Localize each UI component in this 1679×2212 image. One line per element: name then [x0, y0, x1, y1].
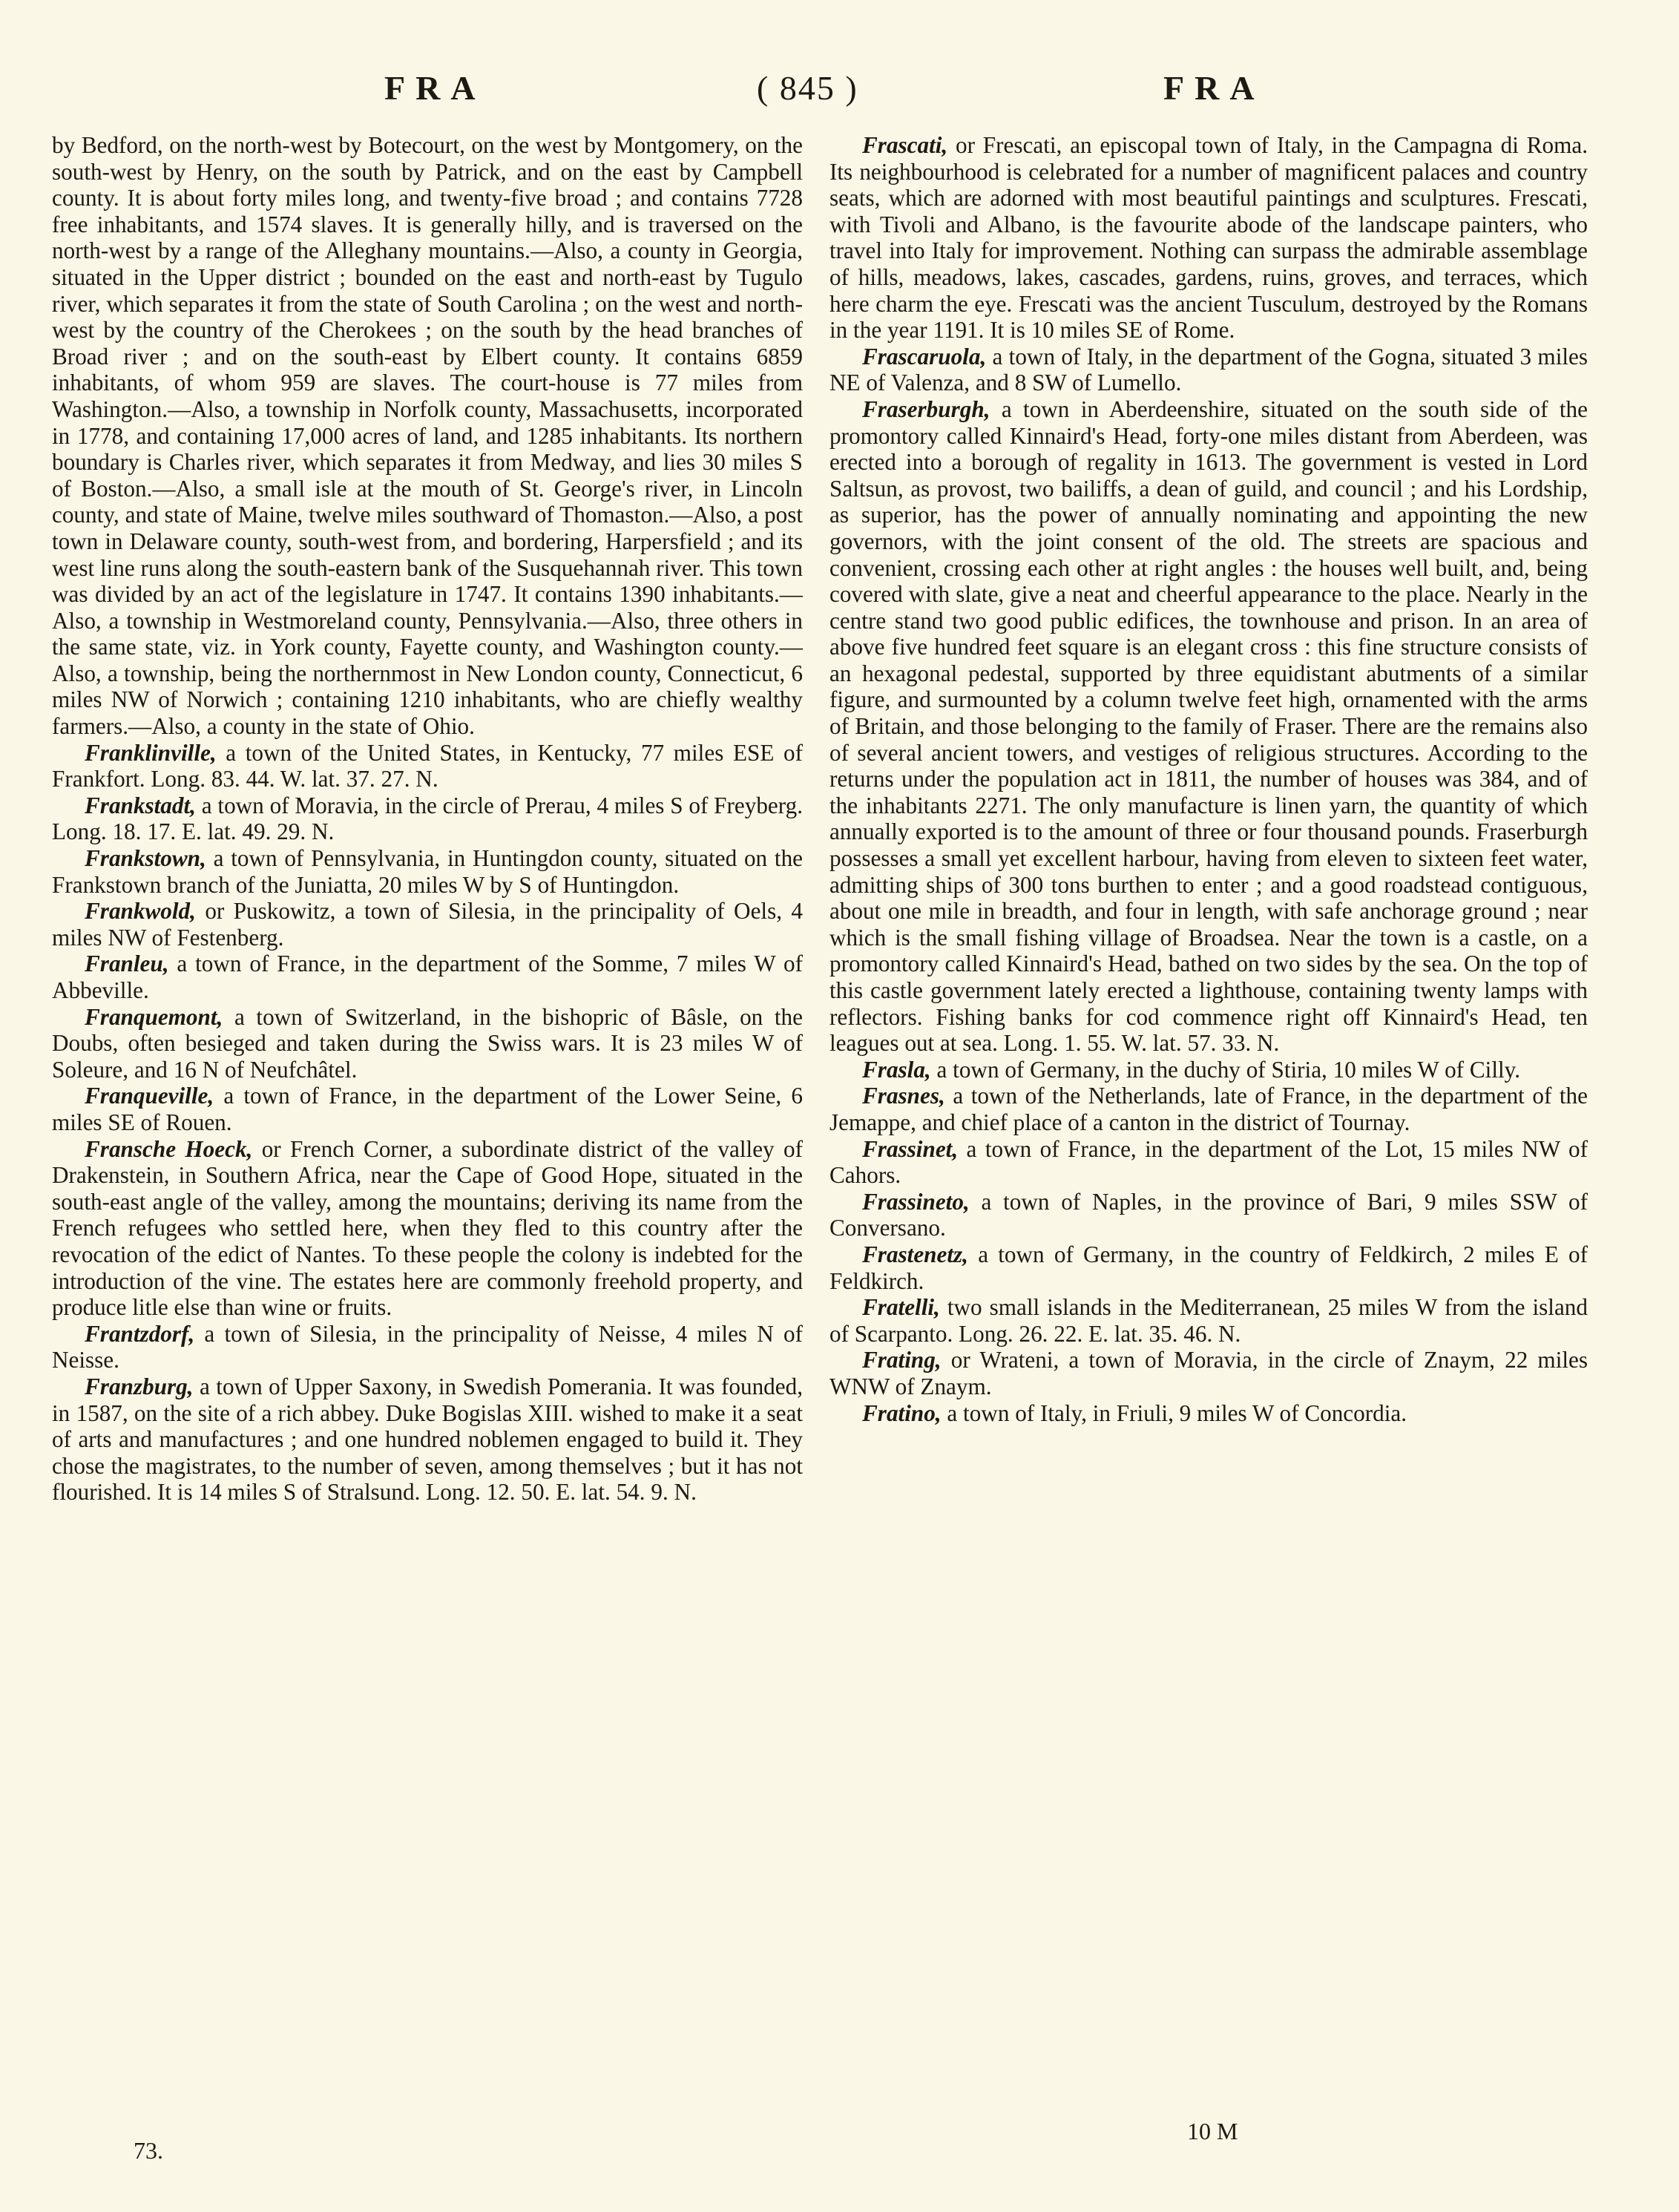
entry-headword: Frankstown, — [85, 845, 206, 872]
gathering-mark: 10 M — [1187, 2118, 1238, 2144]
entry-headword: Frankstadt, — [85, 792, 196, 818]
entry-text: or Puskowitz, a town of Silesia, in the principality of Oels, 4 miles NW of Festenberg. — [52, 898, 803, 951]
gazetteer-entry — [52, 845, 803, 898]
entry-text: a town of Italy, in the department of the Gogna, situated 3 miles NE of Valenza, and 8 SW of Lumello. — [829, 343, 1588, 396]
entry-headword: Fratelli, — [862, 1294, 940, 1321]
entry-text: a town of Pennsylvania, in Huntingdon county, situated on the Frankstown branch of the Juniatta, 20 miles W by S of Huntingdon. — [52, 845, 803, 898]
entry-headword: Frassinet, — [862, 1135, 959, 1162]
gazetteer-entry — [52, 132, 803, 740]
gazetteer-entry — [829, 396, 1588, 1057]
entry-headword: Frastenetz, — [862, 1241, 968, 1267]
entry-text: a town of the United States, in Kentucky, 77 miles ESE of Frankfort. Long. 83. 44. W. lat. 37. 27. N. — [52, 739, 803, 792]
entry-headword: Frascaruola, — [862, 343, 987, 370]
right-column — [829, 132, 1588, 1426]
entry-text: two small islands in the Mediterranean, 25 miles W from the island of Scarpanto. Long. 26. 22. E. lat. 35. 46. N. — [829, 1294, 1588, 1347]
entry-text: by Bedford, on the north-west by Botecourt, on the west by Montgomery, on the south-west by Henry, on the south by Patrick, and on the east by Campbell county. It is about forty miles long, and twenty-five broad ; and contains 7728 free inhabitants, and 1574 slaves. It is generally hilly, and is traversed on the north-west by a range of the Alleghany mountains.—Also, a county in Georgia, situated in the Upper district ; bounded on the east and north-east by Tugulo river, which separates it from the state of South Carolina ; on the west and north-west by the country of the Cherokees ; on the south by the head branches of Broad river ; and on the south-east by Elbert county. It contains 6859 inhabitants, of whom 959 are slaves. The court-house is 77 miles from Washington.—Also, a township in Norfolk county, Massachusetts, incorporated in 1778, and containing 17,000 acres of land, and 1285 inhabitants. Its northern boundary is Charles river, which separates it from Medway, and lies 30 miles S of Boston.—Also, a small isle at the mouth of St. George's river, in Lincoln county, and state of Maine, twelve miles southward of Thomaston.—Also, a post town in Delaware county, south-west from, and bordering, Harpersfield ; and its west line runs along the south-eastern bank of the Susquehannah river. This town was divided by an act of the legislature in 1747. It contains 1390 inhabitants.—Also, a township in Westmoreland county, Pennsylvania.—Also, three others in the same state, viz. in York county, Fayette county, and Washington county.—Also, a township, being the northernmost in New London county, Connecticut, 6 miles NW of Norwich ; containing 1210 inhabitants, who are chiefly wealthy farmers.—Also, a county in the state of Ohio. — [52, 132, 803, 740]
entry-text: a town of Germany, in the duchy of Stiria, 10 miles W of Cilly. — [930, 1056, 1521, 1083]
gazetteer-entry — [829, 1083, 1588, 1135]
gazetteer-entry — [52, 1083, 803, 1135]
entry-text: a town of Upper Saxony, in Swedish Pomerania. It was founded, in 1587, on the site of a rich abbey. Duke Bogislas XIII. wished to make it a seat of arts and manufactures ; and one hundred noblemen engaged to build it. They chose the magistrates, to the number of seven, among themselves ; but it has not flourished. It is 14 miles S of Stralsund. Long. 12. 50. E. lat. 54. 9. N. — [52, 1373, 803, 1506]
entry-headword: Franklinville, — [85, 739, 217, 766]
left-column — [52, 132, 803, 1506]
gazetteer-entry — [52, 951, 803, 1003]
entry-text: a town of Moravia, in the circle of Prerau, 4 miles S of Freyberg. Long. 18. 17. E. lat. 49. 29. N. — [52, 792, 803, 845]
gazetteer-entry — [52, 1004, 803, 1083]
entry-headword: Frasla, — [862, 1056, 931, 1083]
entry-headword: Franquemont, — [85, 1003, 223, 1030]
gazetteer-entry — [829, 1189, 1588, 1241]
entry-headword: Franleu, — [85, 951, 169, 977]
entry-headword: Fraserburgh, — [862, 396, 990, 422]
gazetteer-entry — [829, 1400, 1588, 1427]
gazetteer-entry — [829, 1294, 1588, 1347]
gazetteer-entry — [829, 132, 1588, 344]
entry-headword: Franqueville, — [85, 1083, 214, 1109]
signature-mark: 73. — [134, 2137, 163, 2164]
gazetteer-entry — [829, 1136, 1588, 1189]
entry-text: a town of the Netherlands, late of France, in the department of the Jemappe, and chief place of a canton in the district of Tournay. — [829, 1083, 1588, 1135]
entry-text: a town of Switzerland, in the bishopric of Bâsle, on the Doubs, often besieged and taken during the Swiss wars. It is 23 miles W of Soleure, and 16 N of Neufchâtel. — [52, 1003, 803, 1083]
gazetteer-entry — [52, 792, 803, 845]
entry-headword: Franzburg, — [85, 1373, 194, 1399]
entry-text: a town of France, in the department of the Lower Seine, 6 miles SE of Rouen. — [52, 1083, 803, 1135]
entry-headword: Fransche Hoeck, — [85, 1135, 253, 1162]
running-head-right: FRA — [1163, 69, 1265, 107]
entry-headword: Frantzdorf, — [85, 1320, 195, 1347]
entry-text: a town of Naples, in the province of Bari, 9 miles SSW of Conversano. — [829, 1188, 1588, 1241]
entry-text: a town of Italy, in Friuli, 9 miles W of Concordia. — [941, 1399, 1407, 1426]
gazetteer-entry — [52, 1321, 803, 1374]
gazetteer-entry — [52, 1136, 803, 1321]
entry-headword: Fratino, — [862, 1399, 942, 1426]
gazetteer-entry — [829, 1347, 1588, 1399]
entry-text: a town in Aberdeenshire, situated on the south side of the promontory called Kinnaird's Head, forty-one miles distant from Aberdeen, was erected into a borough of regality in 1613. The government is vested in Lord Saltsun, as provost, two bailiffs, a dean of guild, and council ; and his Lordship, as superior, has the power of annually nominating and appointing the new governors, with the joint consent of the old. The streets are spacious and convenient, crossing each other at right angles : the houses well built, and, being covered with slate, give a neat and cheerful appearance to the place. Nearly in the centre stand two good public edifices, the townhouse and prison. In an area of above five hundred feet square is an elegant cross : this fine structure consists of an hexagonal pedestal, supported by three equidistant abutments of a similar figure, and surmounted by a column twelve feet high, ornamented with the arms of Britain, and those belonging to the family of Fraser. There are the remains also of several ancient towers, and vestiges of religious structures. According to the returns under the population act in 1811, the number of houses was 384, and of the inhabitants 2271. The only manufacture is linen yarn, the quantity of which annually exported is to the amount of three or four thousand pounds. Fraserburgh possesses a small yet excellent harbour, having from eleven to sixteen feet water, admitting ships of 300 tons burthen to enter ; and a good roadstead contiguous, about one mile in breadth, and four in length, with safe anchorage ground ; near which is the small fishing village of Broadsea. Near the town is a castle, on a promontory called Kinnaird's Head, bathed on two sides by the sea. On the top of this castle government lately erected a lighthouse, containing twenty lamps with reflectors. Fishing banks for cod commence right off Kinnaird's Head, ten leagues out at sea. Long. 1. 55. W. lat. 57. 33. N. — [829, 396, 1588, 1057]
entry-headword: Frasnes, — [862, 1083, 945, 1109]
entry-headword: Frankwold, — [85, 898, 196, 925]
entry-headword: Frating, — [862, 1347, 942, 1374]
entry-text: a town of France, in the department of the Somme, 7 miles W of Abbeville. — [52, 951, 803, 1003]
gazetteer-entry — [829, 1057, 1588, 1083]
page-header — [0, 68, 1679, 113]
page-number: ( 845 ) — [757, 69, 858, 107]
entry-text: a town of France, in the department of the Lot, 15 miles NW of Cahors. — [829, 1135, 1588, 1189]
entry-headword: Frascati, — [862, 132, 948, 158]
gazetteer-entry — [52, 1374, 803, 1506]
gazetteer-entry — [829, 344, 1588, 396]
gazetteer-entry — [52, 740, 803, 792]
entry-text: or French Corner, a subordinate district of the valley of Drakenstein, in Southern Africa, near the Cape of Good Hope, situated in the south-east angle of the valley, among the mountains; deriving its name from the French refugees who settled here, when they fled to this country after the revocation of the edict of Nantes. To these people the colony is indebted for the introduction of the vine. The estates here are commonly freehold property, and produce litle else than wine or fruits. — [52, 1135, 803, 1321]
gazetteer-entry — [829, 1241, 1588, 1294]
entry-headword: Frassineto, — [862, 1188, 970, 1215]
entry-text: a town of Germany, in the country of Feldkirch, 2 miles E of Feldkirch. — [829, 1241, 1588, 1294]
entry-text: or Frescati, an episcopal town of Italy, in the Campagna di Roma. Its neighbourhood is celebrated for a number of magnificent palaces and country seats, which are adorned with most beautiful paintings and sculptures. Frescati, with Tivoli and Albano, is the favourite abode of the landscape painters, who travel into Italy for improvement. Nothing can surpass the admirable assemblage of hills, meadows, lakes, cascades, gardens, ruins, groves, and terraces, which here charm the eye. Frescati was the ancient Tusculum, destroyed by the Romans in the year 1191. It is 10 miles SE of Rome. — [829, 132, 1588, 344]
entry-text: a town of Silesia, in the principality of Neisse, 4 miles N of Neisse. — [52, 1320, 803, 1374]
running-head-left: FRA — [384, 69, 486, 107]
gazetteer-entry — [52, 898, 803, 951]
entry-text: or Wrateni, a town of Moravia, in the circle of Znaym, 22 miles WNW of Znaym. — [829, 1347, 1588, 1399]
